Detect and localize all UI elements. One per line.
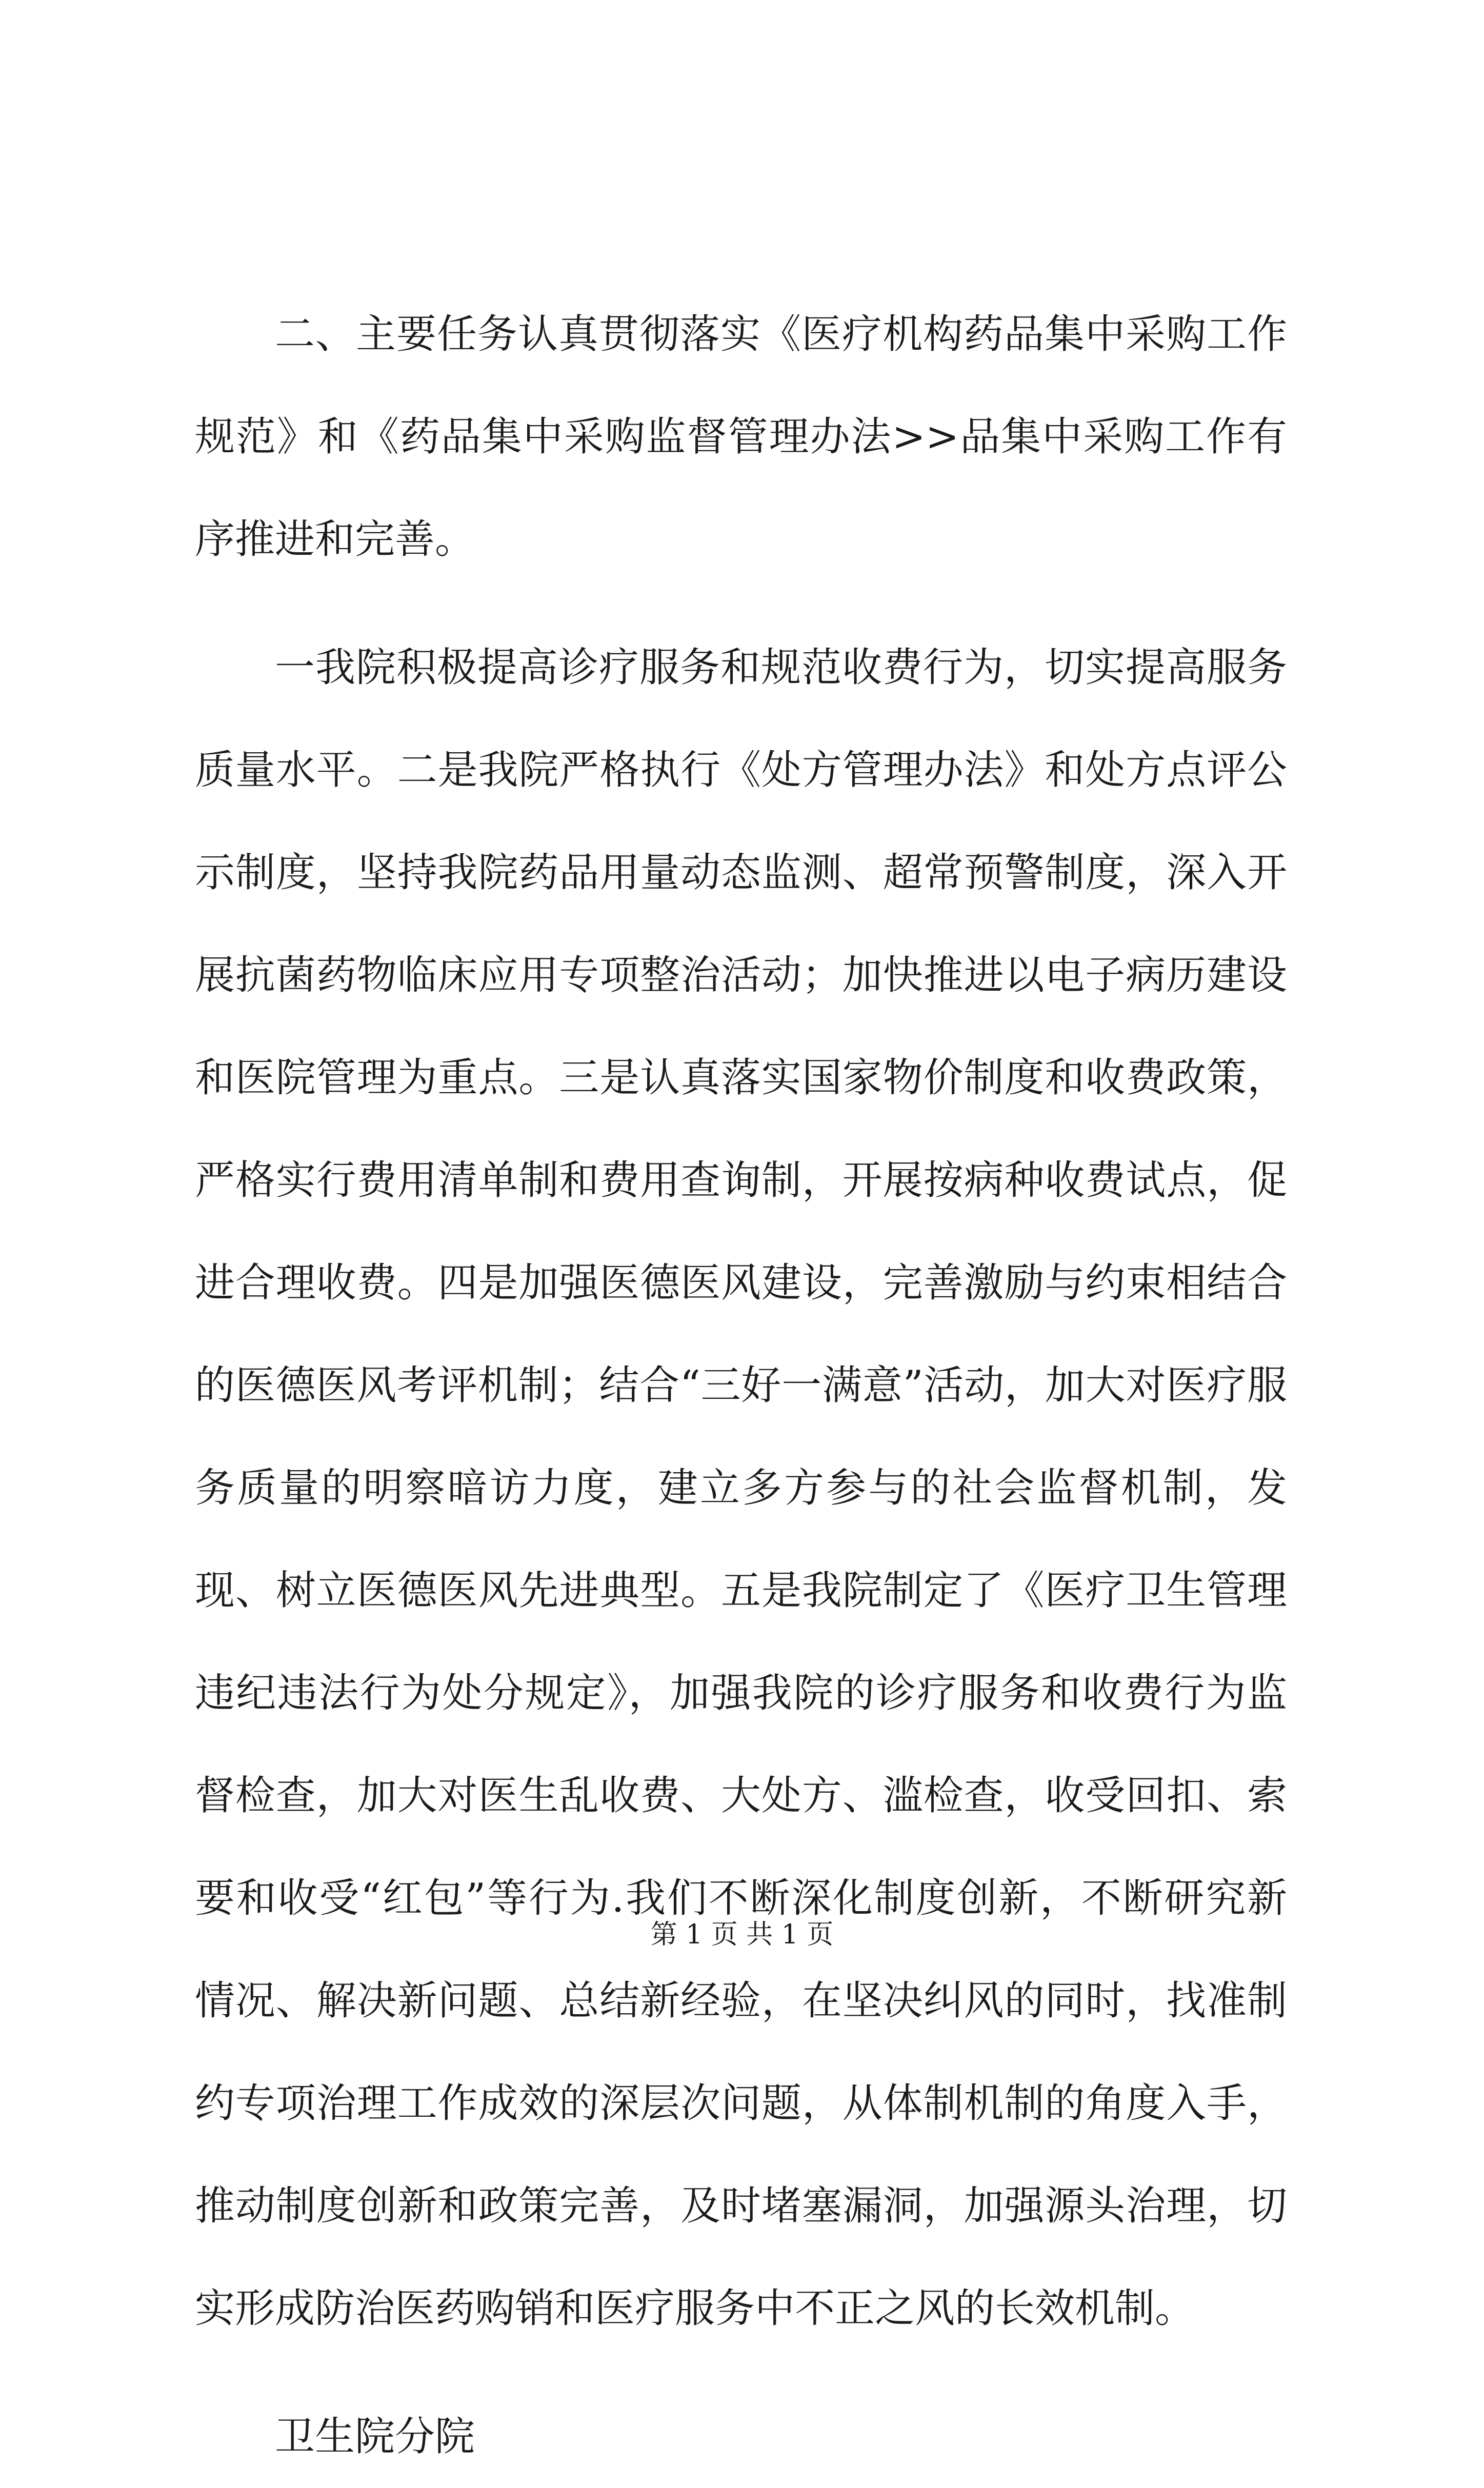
document-body bbox=[195, 283, 1287, 2488]
page-number-footer: 第 1 页 共 1 页 bbox=[650, 1919, 834, 1950]
paragraph-main-tasks: 二、主要任务认真贯彻落实《医疗机构药品集中采购工作规范》和《药品集中采购监督管理办法>>品集中采购工作有序推进和完善。 bbox=[195, 311, 1287, 563]
signature: 卫生院分院 bbox=[275, 2414, 475, 2460]
paragraph-measures: 一我院积极提高诊疗服务和规范收费行为，切实提高服务质量水平。二是我院严格执行《处方管理办法》和处方点评公示制度，坚持我院药品用量动态监测、超常预警制度，深入开展抗菌药物临床应用专项整治活动；加快推进以电子病历建设和医院管理为重点。三是认真落实国家物价制度和收费政策，严格实行费用清单制和费用查询制，开展按病种收费试点，促进合理收费。四是加强医德医风建设，完善激励与约束相结合的医德医风考评机制；结合“三好一满意”活动，加大对医疗服务质量的明察暗访力度，建立多方参与的社会监督机制，发现、树立医德医风先进典型。五是我院制定了《医疗卫生管理违纪违法行为处分规定》，加强我院的诊疗服务和收费行为监督检查，加大对医生乱收费、大处方、滥检查，收受回扣、索要和收受“红包”等行为.我们不断深化制度创新，不断研究新情况、解决新问题、总结新经验，在坚决纠风的同时，找准制约专项治理工作成效的深层次问题，从体制机制的角度入手，推动制度创新和政策完善，及时堵塞漏洞，加强源头治理，切实形成防治医药购销和医疗服务中不正之风的长效机制。 bbox=[195, 645, 1287, 2332]
